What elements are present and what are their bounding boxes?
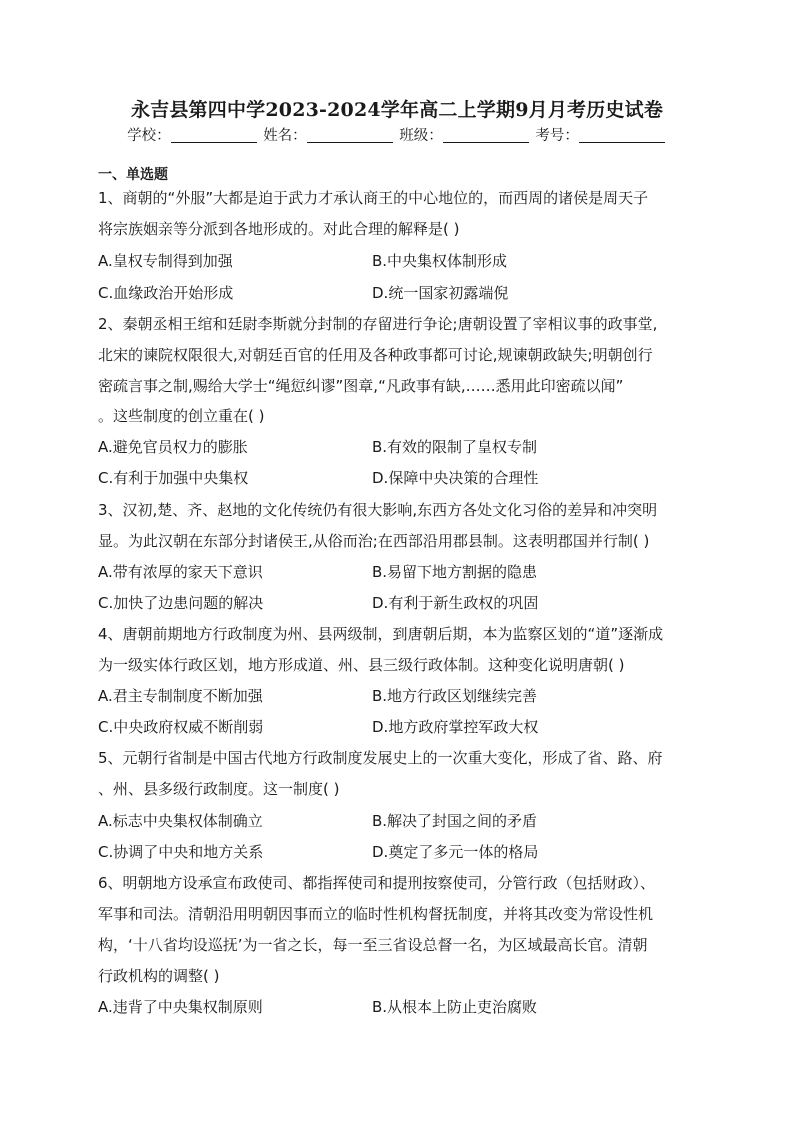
question-4-option-c[interactable]: C.中央政府权威不断削弱 xyxy=(98,718,264,736)
question-6-line-1: 6、明朝地方设承宣布政使司、都指挥使司和提刑按察使司，分管行政（包括财政）、 xyxy=(98,874,656,892)
question-2-line-1: 2、秦朝丞相王绾和廷尉李斯就分封制的存留进行争论;唐朝设置了宰相议事的政事堂, xyxy=(98,315,658,333)
question-6-line-4: 行政机构的调整( ) xyxy=(98,967,220,985)
question-4-line-1: 4、唐朝前期地方行政制度为州、县两级制，到唐朝后期，本为监察区划的“道”逐渐成 xyxy=(98,625,664,643)
question-2-option-b[interactable]: B.有效的限制了皇权专制 xyxy=(372,438,538,456)
school-blank[interactable] xyxy=(171,127,257,143)
question-5-line-1: 5、元朝行省制是中国古代地方行政制度发展史上的一次重大变化，形成了省、路、府 xyxy=(98,749,663,767)
question-2-line-3: 密疏言事之制,赐给大学士“绳愆纠谬”图章,“凡政事有缺,……悉用此印密疏以闻” xyxy=(98,377,624,395)
question-6-option-b[interactable]: B.从根本上防止吏治腐败 xyxy=(372,998,538,1016)
name-label: 姓名： xyxy=(263,128,307,144)
number-blank[interactable] xyxy=(579,127,665,143)
exam-title: 永吉县第四中学2023-2024学年高二上学期9月月考历史试卷 xyxy=(130,99,664,121)
question-3-line-1: 3、汉初,楚、齐、赵地的文化传统仍有很大影响,东西方各处文化习俗的差异和冲突明 xyxy=(98,501,658,519)
question-1-line-1: 1、商朝的“外服”大都是迫于武力才承认商王的中心地位的，而西周的诸侯是周天子 xyxy=(98,189,649,207)
question-2-option-d[interactable]: D.保障中央决策的合理性 xyxy=(372,469,539,487)
section-title: 一、单选题 xyxy=(98,167,168,183)
question-1-line-2: 将宗族姻亲等分派到各地形成的。对此合理的解释是( ) xyxy=(98,220,460,238)
question-5-line-2: 、州、县多级行政制度。这一制度( ) xyxy=(98,780,340,798)
question-5-option-d[interactable]: D.奠定了多元一体的格局 xyxy=(372,843,539,861)
question-1-option-b[interactable]: B.中央集权体制形成 xyxy=(372,252,508,270)
name-blank[interactable] xyxy=(307,127,393,143)
question-3-option-a[interactable]: A.带有浓厚的家天下意识 xyxy=(98,563,263,581)
question-2-line-4: 。这些制度的创立重在( ) xyxy=(98,407,265,425)
question-1-option-c[interactable]: C.血缘政治开始形成 xyxy=(98,284,234,302)
question-6-line-3: 构，‘十八省均设巡抚’为一省之长，每一至三省设总督一名，为区域最高长官。清朝 xyxy=(98,936,648,954)
question-4-line-2: 为一级实体行政区划，地方形成道、州、县三级行政体制。这种变化说明唐朝( ) xyxy=(98,656,625,674)
school-label: 学校： xyxy=(127,128,171,144)
question-1-option-d[interactable]: D.统一国家初露端倪 xyxy=(372,284,509,302)
question-3-option-d[interactable]: D.有利于新生政权的巩固 xyxy=(372,594,539,612)
question-3-option-b[interactable]: B.易留下地方割据的隐患 xyxy=(372,563,538,581)
question-2-line-2: 北宋的谏院权限很大,对朝廷百官的任用及各种政事都可讨论,规谏朝政缺失;明朝创行 xyxy=(98,346,653,364)
question-6-option-a[interactable]: A.违背了中央集权制原则 xyxy=(98,998,263,1016)
student-info-row xyxy=(0,126,794,146)
question-6-line-2: 军事和司法。清朝沿用明朝因事而立的临时性机构督抚制度，并将其改变为常设性机 xyxy=(98,905,654,923)
question-2-option-a[interactable]: A.避免官员权力的膨胀 xyxy=(98,438,248,456)
question-1-option-a[interactable]: A.皇权专制得到加强 xyxy=(98,252,233,270)
question-3-line-2: 显。为此汉朝在东部分封诸侯王,从俗而治;在西部沿用郡县制。这表明郡国并行制( ) xyxy=(98,532,650,550)
question-5-option-b[interactable]: B.解决了封国之间的矛盾 xyxy=(372,812,538,830)
question-5-option-c[interactable]: C.协调了中央和地方关系 xyxy=(98,843,264,861)
number-label: 考号： xyxy=(535,128,579,144)
question-4-option-a[interactable]: A.君主专制制度不断加强 xyxy=(98,687,263,705)
question-2-option-c[interactable]: C.有利于加强中央集权 xyxy=(98,469,249,487)
question-4-option-b[interactable]: B.地方行政区划继续完善 xyxy=(372,687,538,705)
class-label: 班级： xyxy=(399,128,443,144)
question-4-option-d[interactable]: D.地方政府掌控军政大权 xyxy=(372,718,539,736)
question-5-option-a[interactable]: A.标志中央集权体制确立 xyxy=(98,812,263,830)
class-blank[interactable] xyxy=(443,127,529,143)
question-3-option-c[interactable]: C.加快了边患问题的解决 xyxy=(98,594,264,612)
